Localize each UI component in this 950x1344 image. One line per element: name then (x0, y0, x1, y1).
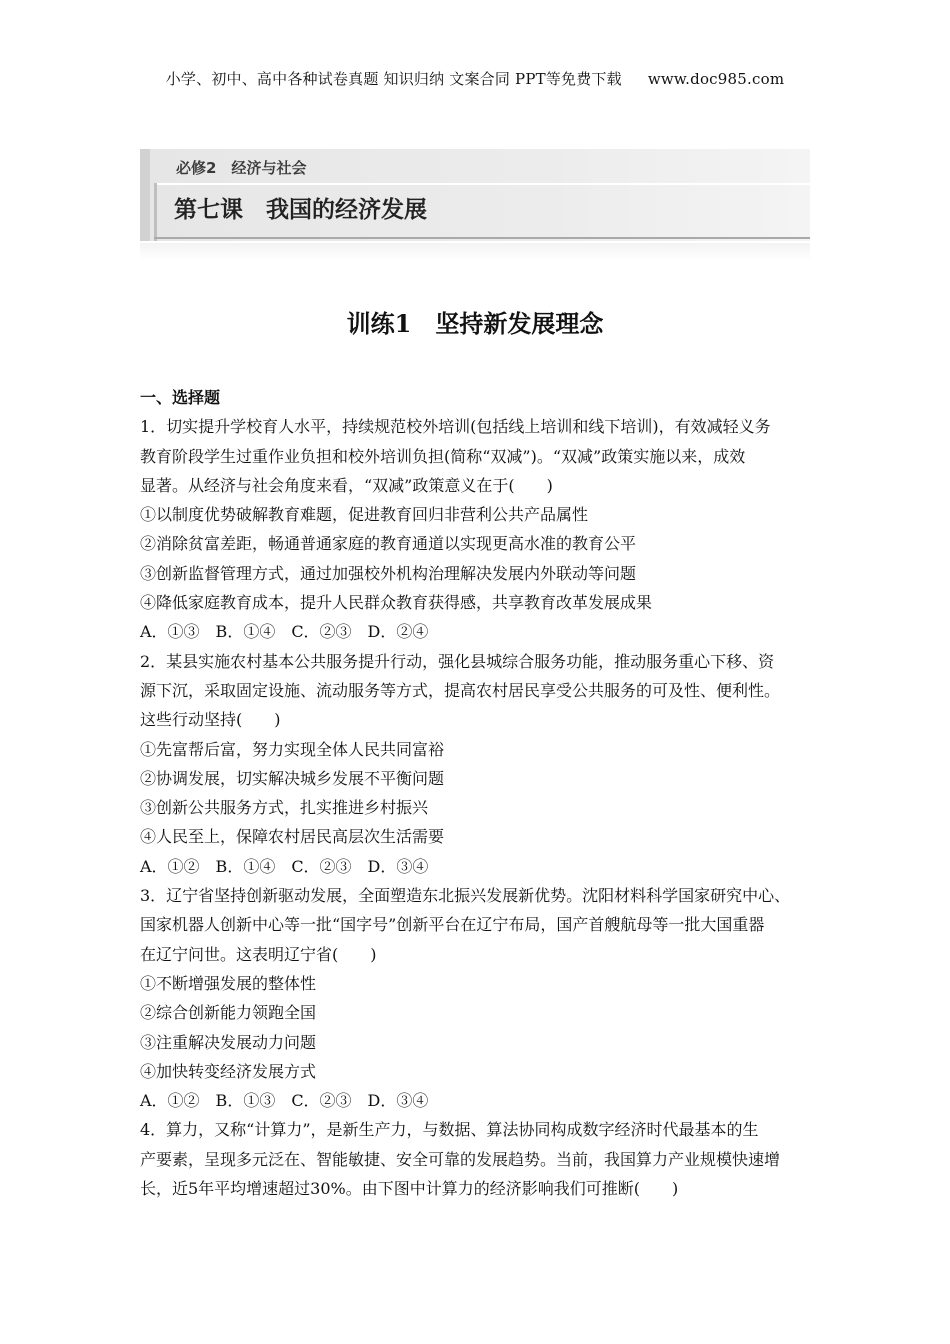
banner-title: 第七课 我国的经济发展 (174, 197, 427, 223)
banner-shadow (140, 243, 810, 261)
question-stem-line: 这些行动坚持( ) (140, 710, 281, 730)
page-header (0, 68, 950, 89)
question-stem-line: 1．切实提升学校育人水平，持续规范校外培训(包括线上培训和线下培训)，有效减轻义务 (140, 417, 771, 437)
question-stem-line: 显著。从经济与社会角度来看，“双减”政策意义在于( ) (140, 475, 553, 495)
question-item: ④人民至上，保障农村居民高层次生活需要 (140, 827, 445, 847)
question-stem-line: 4．算力，又称“计算力”，是新生产力，与数据、算法协同构成数字经济时代最基本的生 (140, 1120, 759, 1140)
question-stem-line: 教育阶段学生过重作业负担和校外培训负担(简称“双减”)。“双减”政策实施以来，成效 (140, 446, 746, 466)
banner-bar (140, 149, 150, 241)
question-options: A．①③ B．①④ C．②③ D．②④ (140, 622, 429, 642)
question-stem-line: 产要素，呈现多元泛在、智能敏捷、安全可靠的发展趋势。当前，我国算力产业规模快速增 (140, 1149, 781, 1169)
question-options: A．①② B．①④ C．②③ D．③④ (140, 856, 429, 876)
header-text: 小学、初中、高中各种试卷真题 知识归纳 文案合同 PPT等免费下载 (165, 70, 622, 88)
question-item: ②消除贫富差距，畅通普通家庭的教育通道以实现更高水准的教育公平 (140, 534, 637, 554)
question-1 (140, 412, 812, 646)
banner-accent (154, 183, 157, 241)
section-title: 一、选择题 (140, 388, 221, 407)
question-3 (140, 881, 812, 1115)
question-item: ③创新公共服务方式，扎实推进乡村振兴 (140, 798, 429, 818)
question-item: ①先富帮后富，努力实现全体人民共同富裕 (140, 739, 445, 759)
banner-separator (157, 183, 810, 185)
banner-underline (154, 237, 810, 239)
question-item: ③创新监督管理方式，通过加强校外机构治理解决发展内外联动等问题 (140, 563, 637, 583)
question-stem-line: 在辽宁问世。这表明辽宁省( ) (140, 944, 377, 964)
banner-subtitle: 必修2 经济与社会 (176, 159, 307, 177)
question-stem-line: 源下沉，采取固定设施、流动服务等方式，提高农村居民享受公共服务的可及性、便利性。 (140, 680, 781, 700)
question-stem-line: 2．某县实施农村基本公共服务提升行动，强化县城综合服务功能，推动服务重心下移、资 (140, 651, 775, 671)
training-title: 训练1 坚持新发展理念 (346, 309, 604, 338)
question-2 (140, 647, 812, 881)
question-stem-line: 国家机器人创新中心等一批“国字号”创新平台在辽宁布局，国产首艘航母等一批大国重器 (140, 915, 765, 935)
question-stem-line: 长，近5年平均增速超过30%。由下图中计算力的经济影响我们可推断( ) (140, 1179, 679, 1199)
chapter-banner (140, 149, 810, 241)
question-item: ④加快转变经济发展方式 (140, 1061, 317, 1081)
question-options: A．①② B．①③ C．②③ D．③④ (140, 1091, 429, 1111)
question-item: ②协调发展，切实解决城乡发展不平衡问题 (140, 768, 445, 788)
question-item: ①以制度优势破解教育难题，促进教育回归非营利公共产品属性 (140, 505, 589, 525)
question-stem-line: 3．辽宁省坚持创新驱动发展，全面塑造东北振兴发展新优势。沈阳材料科学国家研究中心、 (140, 886, 791, 906)
question-item: ④降低家庭教育成本，提升人民群众教育获得感，共享教育改革发展成果 (140, 593, 653, 613)
question-item: ③注重解决发展动力问题 (140, 1032, 317, 1052)
question-4 (140, 1115, 812, 1203)
question-item: ②综合创新能力领跑全国 (140, 1003, 317, 1023)
header-site[interactable]: www.doc985.com (647, 70, 785, 88)
question-item: ①不断增强发展的整体性 (140, 973, 317, 993)
question-content (140, 383, 812, 1203)
